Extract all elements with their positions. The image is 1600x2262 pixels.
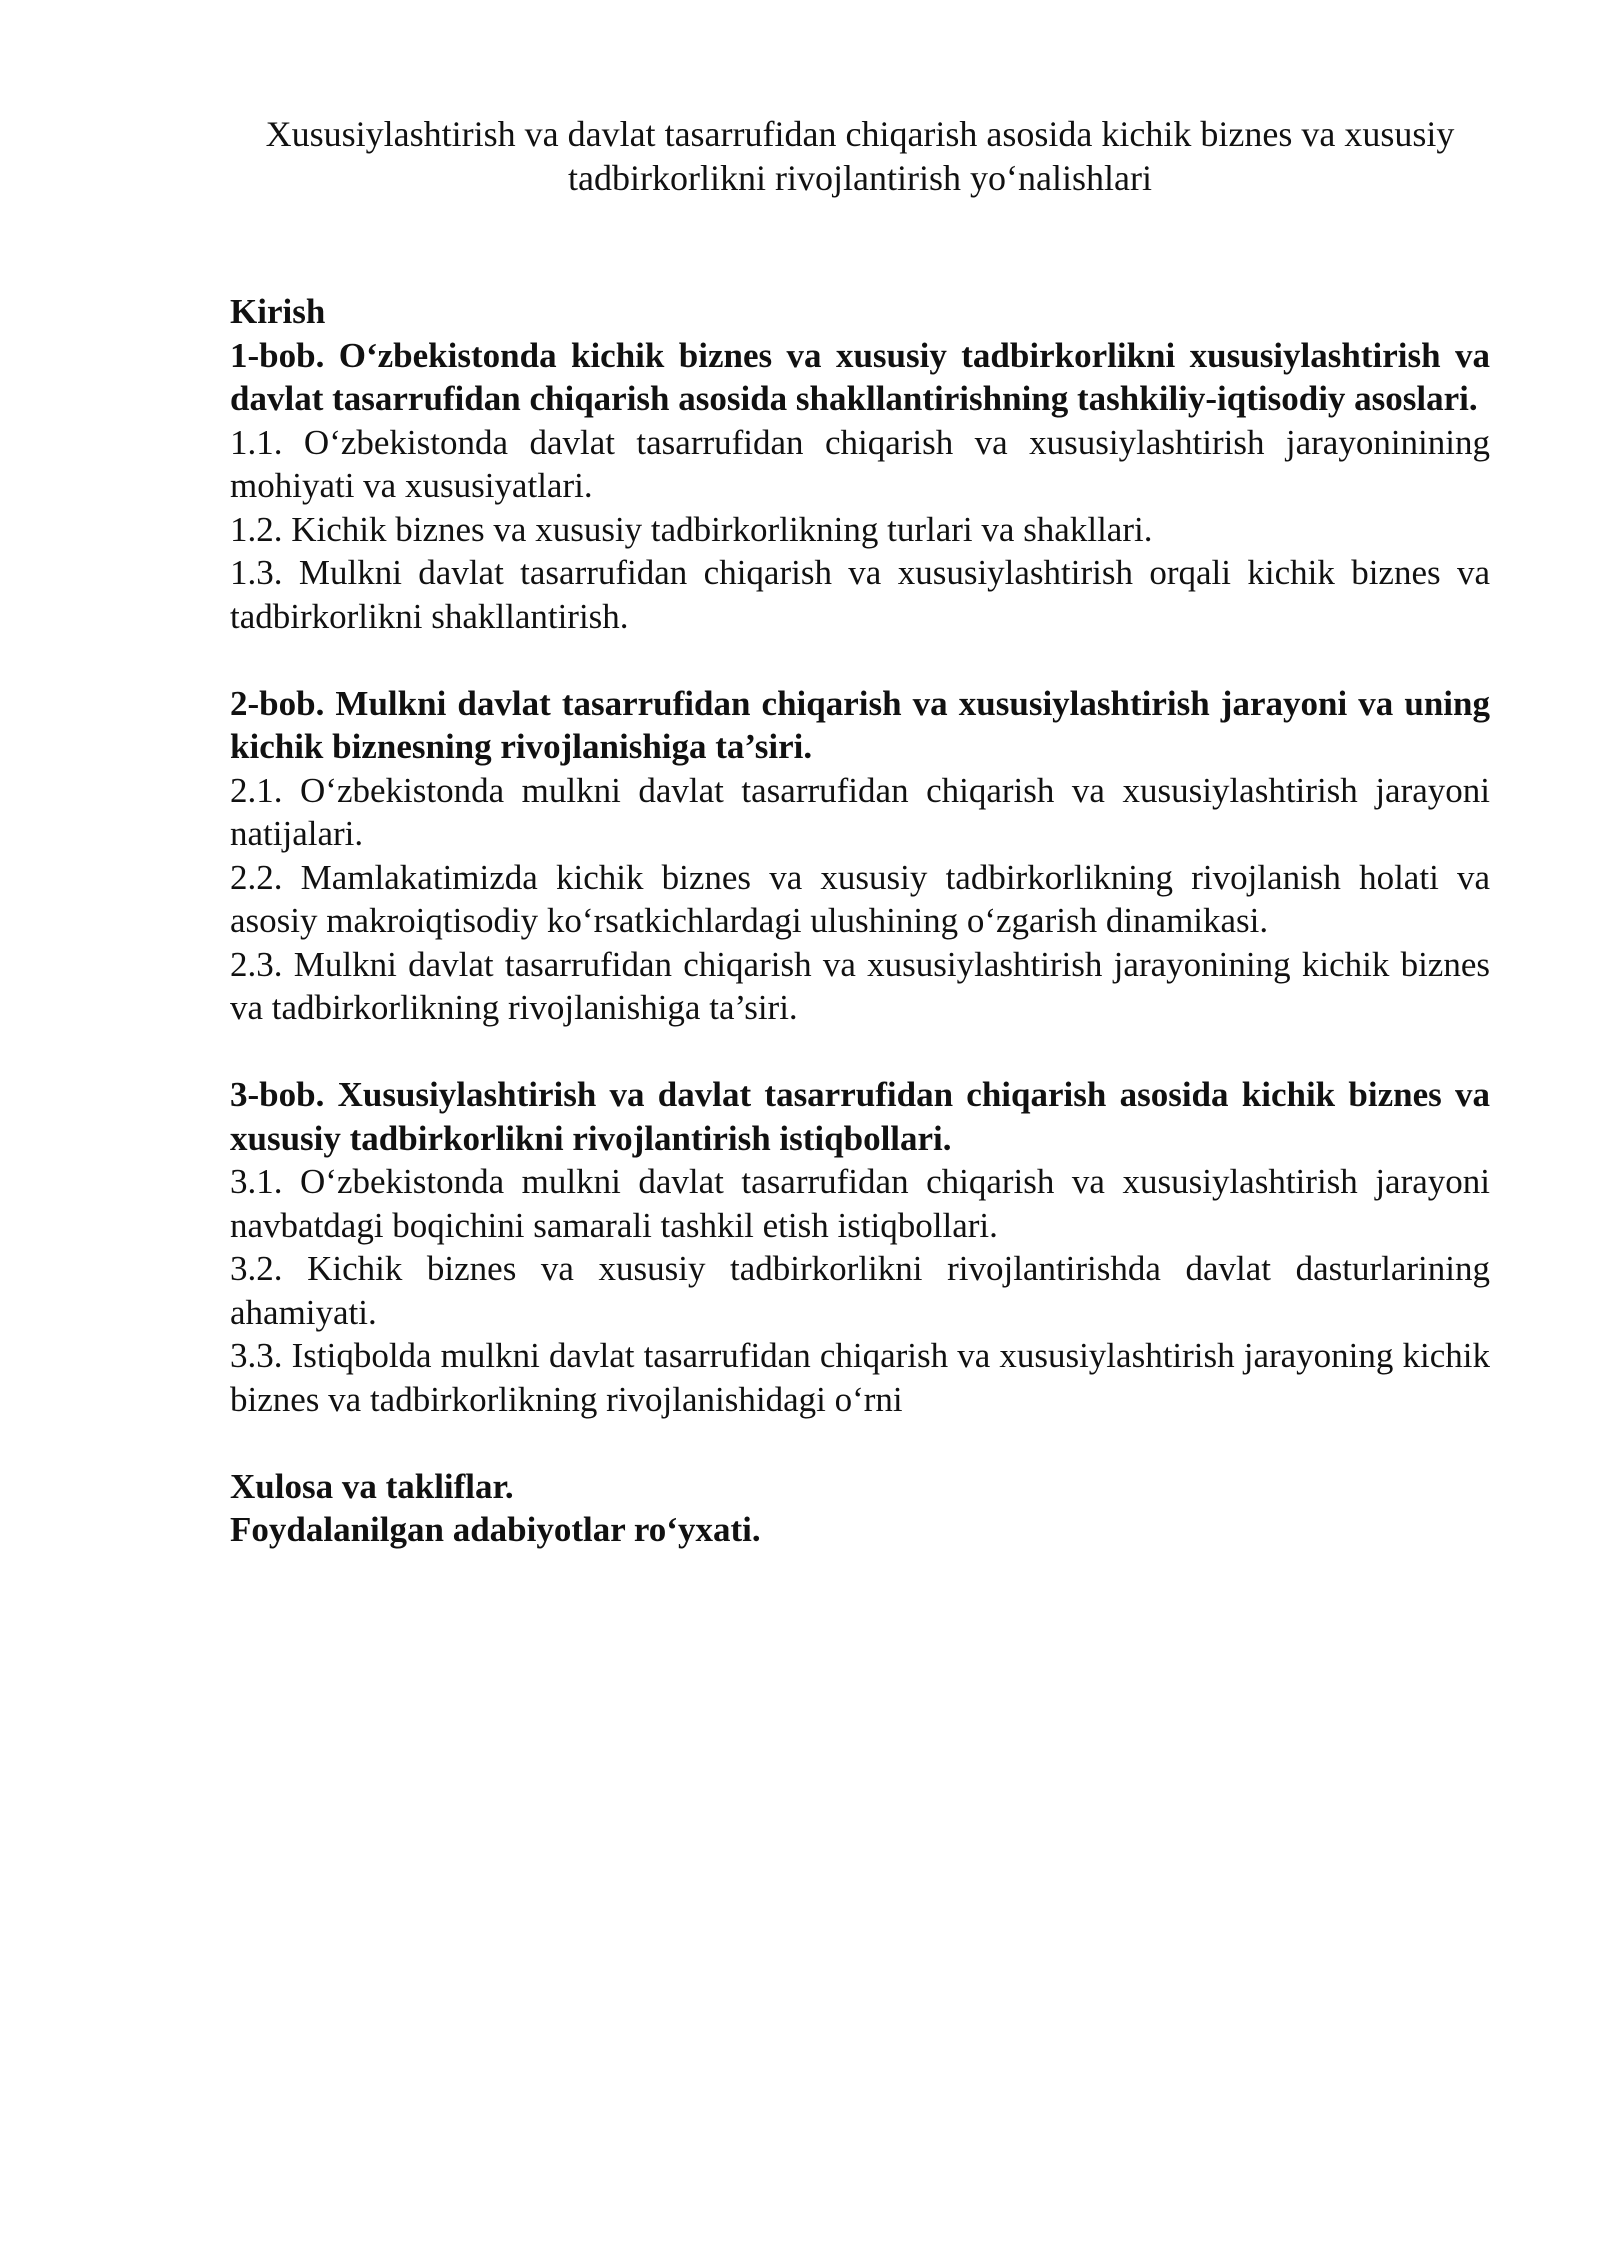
section-1-2: 1.2. Kichik biznes va xususiy tadbirkorlikning turlari va shakllari. <box>230 509 1153 549</box>
chapter-2-heading: 2-bob. Mulkni davlat tasarrufidan chiqarish va xususiylashtirish jarayoni va uning kichik biznesning rivojlanishiga ta’siri. <box>230 683 1490 766</box>
references-heading: Foydalanilgan adabiyotlar ro‘yxati. <box>230 1510 761 1549</box>
document-title-line-2: tadbirkorlikni rivojlantirish yo‘nalishlari <box>568 158 1152 198</box>
section-3-1: 3.1. O‘zbekistonda mulkni davlat tasarrufidan chiqarish va xususiylashtirish jarayoni navbatdagi boqichini samarali tashkil etish istiqbollari. <box>230 1162 1490 1245</box>
section-3-2: 3.2. Kichik biznes va xususiy tadbirkorlikni rivojlantirishda davlat dasturlarining ahamiyati. <box>230 1249 1490 1332</box>
spacer <box>230 638 1490 682</box>
section-1-3: 1.3. Mulkni davlat tasarrufidan chiqarish va xususiylashtirish orqali kichik biznes va tadbirkorlikni shakllantirish. <box>230 553 1490 636</box>
chapter-1-heading: 1-bob. O‘zbekistonda kichik biznes va xususiy tadbirkorlikni xususiylashtirish va davlat tasarrufidan chiqarish asosida shakllantirishning tashkiliy-iqtisodiy asoslari. <box>230 335 1490 418</box>
document-title <box>230 112 1490 200</box>
document-title-line-1: Xususiylashtirish va davlat tasarrufidan chiqarish asosida kichik biznes va xususiy <box>265 114 1455 154</box>
section-2-2: 2.2. Mamlakatimizda kichik biznes va xususiy tadbirkorlikning rivojlanish holati va asosiy makroiqtisodiy ko‘rsatkichlardagi ulushining o‘zgarish dinamikasi. <box>230 857 1490 940</box>
section-3-3: 3.3. Istiqbolda mulkni davlat tasarrufidan chiqarish va xususiylashtirish jarayoning kichik biznes va tadbirkorlikning rivojlanishidagi o‘rni <box>230 1336 1490 1419</box>
section-2-3: 2.3. Mulkni davlat tasarrufidan chiqarish va xususiylashtirish jarayonining kichik biznes va tadbirkorlikning rivojlanishiga ta’siri. <box>230 944 1490 1027</box>
chapter-3-heading: 3-bob. Xususiylashtirish va davlat tasarrufidan chiqarish asosida kichik biznes va xususiy tadbirkorlikni rivojlantirish istiqbollari. <box>230 1075 1490 1158</box>
section-2-1: 2.1. O‘zbekistonda mulkni davlat tasarrufidan chiqarish va xususiylashtirish jarayoni natijalari. <box>230 770 1490 853</box>
intro-heading: Kirish <box>230 292 326 331</box>
table-of-contents <box>230 290 1490 1552</box>
spacer <box>230 1030 1490 1074</box>
spacer <box>230 1421 1490 1465</box>
section-1-1: 1.1. O‘zbekistonda davlat tasarrufidan chiqarish va xususiylashtirish jarayoninining mohiyati va xususiyatlari. <box>230 422 1490 505</box>
conclusion-heading: Xulosa va takliflar. <box>230 1466 514 1506</box>
